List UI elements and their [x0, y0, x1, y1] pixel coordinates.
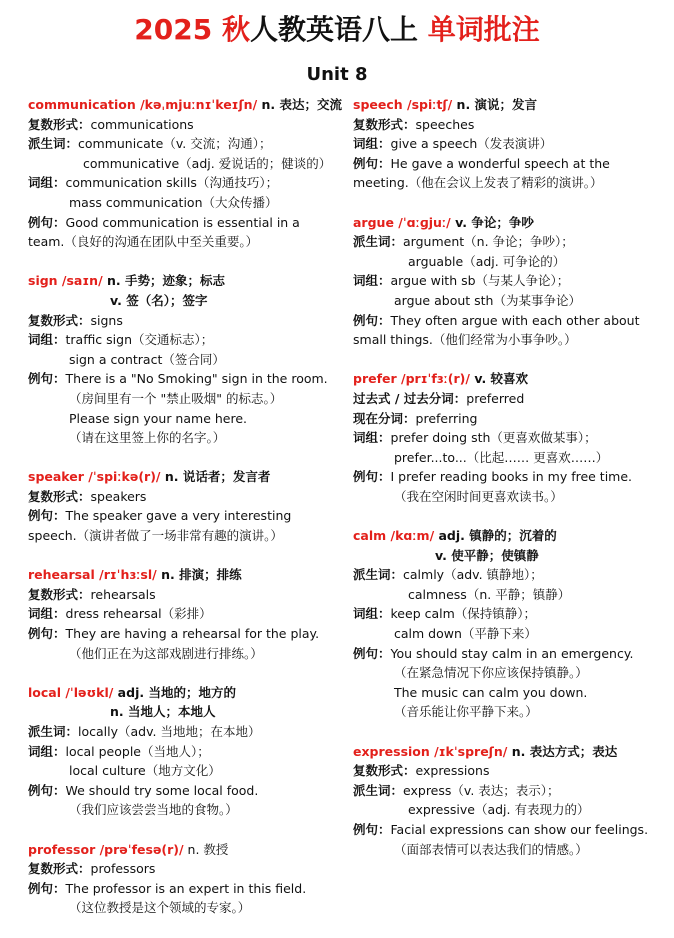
entry-line: sign a contract（签合同） — [69, 351, 225, 367]
entry-speaker — [28, 467, 353, 545]
entry-line: 词组：traffic sign（交通标志）； — [28, 332, 214, 348]
entry-line: 派生词：argument（n. 争论；争吵）； — [353, 234, 574, 250]
entry-head: speech /spiːtʃ/ n. 演说；发言 — [353, 97, 538, 112]
entry-line: 复数形式：signs — [28, 312, 123, 328]
entry-communication — [28, 95, 353, 252]
entry-line: expressive（adj. 有表现力的） — [408, 802, 590, 818]
entry-line: （在紧急情况下你应该保持镇静。） — [394, 665, 588, 681]
entry-line: 现在分词：preferring — [353, 410, 478, 426]
entry-line: 例句：He gave a wonderful speech at the — [353, 155, 610, 171]
entry-line: local culture（地方文化） — [69, 763, 221, 779]
entry-line: 派生词：express（v. 表达；表示）； — [353, 782, 560, 798]
entry-line: calmness（n. 平静；镇静） — [408, 586, 571, 602]
entry-head: communication /kəˌmjuːnɪˈkeɪʃn/ n. 表达；交流 — [28, 97, 343, 112]
entry-line: （房间里有一个 "禁止吸烟" 的标志。） — [69, 390, 283, 406]
entry-line: meeting.（他在会议上发表了精彩的演讲。） — [353, 175, 603, 191]
entry-line: 例句：There is a "No Smoking" sign in the room. — [28, 371, 328, 387]
entry-argue — [353, 213, 663, 350]
title-topic: 单词批注 — [417, 13, 540, 46]
entry-line: 词组：communication skills（沟通技巧）； — [28, 175, 279, 191]
entry-line: calm down（平静下来） — [394, 626, 537, 642]
entry-head: sign /saɪn/ n. 手势；迹象；标志 — [28, 273, 226, 289]
entry-line: mass communication（大众传播） — [69, 194, 278, 210]
entry-pos-cont: v. 使平静；使镇静 — [435, 547, 539, 563]
entry-head: calm /kɑːm/ adj. 镇静的；沉着的 — [353, 528, 557, 544]
entry-line: （音乐能让你平静下来。） — [394, 704, 538, 720]
title-year: 2025 秋 — [134, 13, 250, 46]
entry-line: 派生词：communicate（v. 交流；沟通）； — [28, 136, 272, 152]
entry-local — [28, 683, 353, 820]
entry-professor — [28, 840, 353, 918]
entry-prefer — [353, 369, 663, 506]
entry-rehearsal — [28, 565, 353, 663]
entry-line: communicative（adj. 爱说话的；健谈的） — [83, 155, 332, 171]
entry-line: 例句：You should stay calm in an emergency. — [353, 645, 634, 661]
entry-head: prefer /prɪˈfɜː(r)/ v. 较喜欢 — [353, 371, 529, 387]
entry-line: 派生词：locally（adv. 当地地；在本地） — [28, 724, 261, 739]
entry-line: 复数形式：speakers — [28, 488, 147, 504]
right-column — [353, 95, 663, 879]
entry-head: expression /ɪkˈspreʃn/ n. 表达方式；表达 — [353, 743, 618, 759]
entry-line: speech.（演讲者做了一场非常有趣的演讲。） — [28, 528, 283, 544]
entry-line: （面部表情可以表达我们的情感。） — [394, 841, 588, 857]
entry-line: Please sign your name here. — [69, 410, 247, 426]
entry-line: 例句：Facial expressions can show our feelings. — [353, 821, 649, 837]
entry-line: prefer...to...（比起…… 更喜欢……） — [394, 449, 609, 465]
entry-speech — [353, 95, 663, 193]
entry-line: 复数形式：communications — [28, 116, 194, 132]
entry-line: The music can calm you down. — [394, 684, 588, 700]
entry-line: small things.（他们经常为小事争吵。） — [353, 332, 577, 348]
entry-expression — [353, 742, 663, 860]
entry-line: team.（良好的沟通在团队中至关重要。） — [28, 234, 259, 250]
entry-line: 词组：prefer doing sth（更喜欢做某事）； — [353, 430, 597, 446]
entry-head: argue /ˈɑːɡjuː/ v. 争论；争吵 — [353, 214, 534, 230]
entry-line: 复数形式：expressions — [353, 763, 490, 779]
entry-line: 复数形式：speeches — [353, 116, 475, 132]
entry-head: speaker /ˈspiːkə(r)/ n. 说话者；发言者 — [28, 469, 271, 485]
entry-line: 复数形式：professors — [28, 861, 156, 877]
entry-line: 词组：give a speech（发表演讲） — [353, 136, 553, 152]
entry-line: arguable（adj. 可争论的） — [408, 253, 566, 269]
entry-line: 例句：The professor is an expert in this field. — [28, 880, 307, 896]
entry-line: 例句：We should try some local food. — [28, 782, 259, 798]
entry-line: 词组：keep calm（保持镇静）； — [353, 606, 537, 622]
entry-line: 派生词：calmly（adv. 镇静地）； — [353, 567, 543, 583]
entry-sign — [28, 271, 353, 447]
entry-head: rehearsal /rɪˈhɜːsl/ n. 排演；排练 — [28, 567, 242, 583]
entry-line: （这位教授是这个领域的专家。） — [69, 900, 251, 916]
entry-line: 例句：The speaker gave a very interesting — [28, 508, 292, 524]
entry-line: 词组：dress rehearsal（彩排） — [28, 606, 212, 622]
left-column — [28, 95, 353, 938]
unit-heading: Unit 8 — [306, 64, 368, 85]
entry-line: 例句：Good communication is essential in a — [28, 214, 300, 230]
entry-line: 词组：argue with sb（与某人争论）； — [353, 273, 570, 289]
entry-line: 过去式 / 过去分词：preferred — [353, 390, 525, 406]
entry-head: professor /prəˈfesə(r)/ n. 教授 — [28, 841, 229, 857]
page-title — [0, 10, 674, 50]
entry-pos-cont: v. 签（名）；签字 — [110, 292, 208, 308]
entry-line: （请在这里签上你的名字。） — [69, 430, 226, 446]
entry-line: 复数形式：rehearsals — [28, 586, 156, 602]
entry-head: local /ˈləʊkl/ adj. 当地的；地方的 — [28, 684, 236, 700]
entry-line: （我们应该尝尝当地的食物。） — [69, 802, 238, 818]
entry-line: argue about sth（为某事争论） — [394, 292, 581, 308]
entry-line: 词组：local people（当地人）； — [28, 743, 210, 759]
entry-pos-cont: n. 当地人；本地人 — [110, 704, 216, 720]
entry-calm — [353, 526, 663, 722]
entry-line: （我在空闲时间更喜欢读书。） — [394, 488, 563, 504]
entry-line: 例句：They are having a rehearsal for the play. — [28, 626, 320, 642]
entry-line: 例句：I prefer reading books in my free time. — [353, 469, 633, 485]
entry-line: （他们正在为这部戏剧进行排练。） — [69, 645, 263, 661]
title-book: 人教英语八上 — [249, 13, 418, 46]
entry-line: 例句：They often argue with each other about — [353, 312, 640, 328]
